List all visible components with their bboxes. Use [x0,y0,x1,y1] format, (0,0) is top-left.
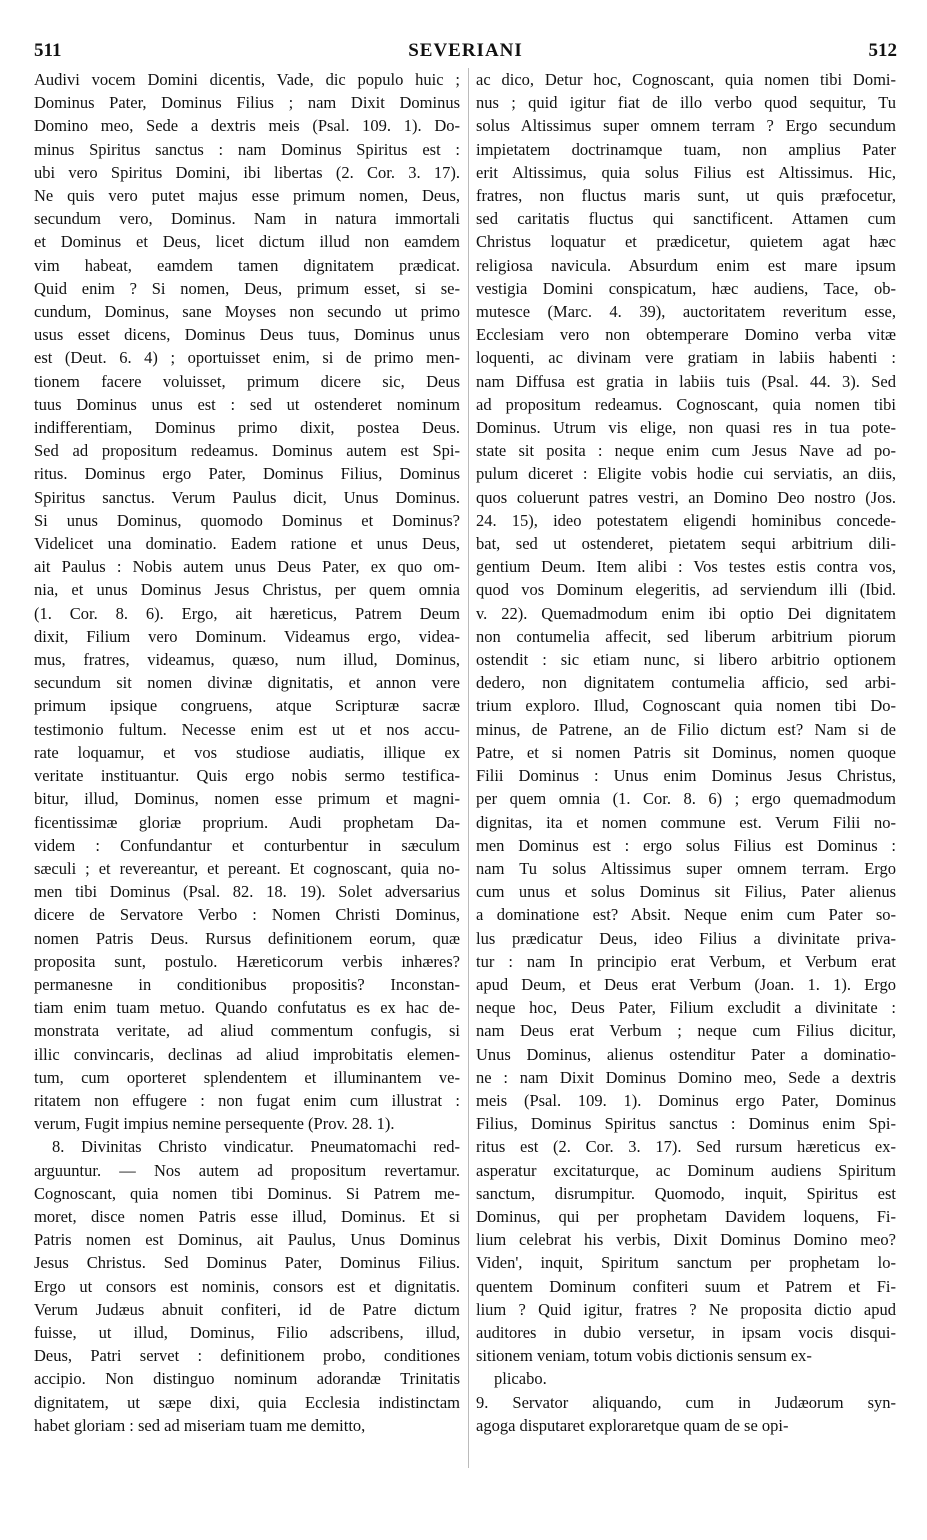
text-line: mus, fratres, videamus, quæso, num illud, Dominus, [34,650,460,670]
text-line: state sit posita : neque enim cum Jesus Nave ad po- [476,441,896,461]
text-line: bitur, illud, Dominus, nomen esse primum et magni- [34,789,460,809]
text-line: testimonio fultum. Necesse enim est ut et nos accu- [34,719,460,739]
text-line: nam Diffusa est gratia in labiis tuis (Psal. 44. 3). Sed [476,371,896,391]
text-line: permanesne in conditionibus propositis? Inconstan- [34,974,460,994]
text-line: ostendit : sic etiam nunc, si libero arbitrio optionem [476,650,896,670]
text-line: minus Spiritus sanctus : nam Dominus Spiritus est : [34,139,460,159]
text-line: Christus loquatur et prædicetur, quietem agat hæc [476,232,896,252]
text-line: tionem facere voluisset, primum dicere sic, Deus [34,371,460,391]
text-line: men Dominus est : ergo solus Filius est Dominus : [476,835,896,855]
text-line: usus esset dicens, Dominus Deus tuus, Dominus unus [34,325,460,345]
text-line: minus, de Patrene, an de Filio dictum est? Nam si de [476,719,896,739]
text-line: nia, et unus Dominus Jesus Christus, per quem omnia [34,580,460,600]
text-line: ubi vero Spiritus Domini, ibi libertas (2. Cor. 3. 17). [34,162,460,182]
text-line: dedero, non dignitatem contumelia afficio, sed arbi- [476,673,896,693]
text-line: religiosa navicula. Absurdum enim est mare ipsum [476,255,896,275]
column-divider [468,68,469,1468]
text-line: apud Deum, et Deus erat Verbum (Joan. 1. 1). Ergo [476,974,896,994]
text-line: Verum Judæus abnuit confiteri, id de Patre dictum [34,1299,460,1319]
text-line: Domino meo, Sede a dextris meis (Psal. 109. 1). Do- [34,116,460,136]
text-line: ritus. Dominus ergo Pater, Dominus Filius, Dominus [34,464,460,484]
text-line: lus prædicatur Deus, ideo Filius a divinitate priva- [476,928,896,948]
text-line: ad propositum redeamus. Cognoscant, quia nomen tibi [476,394,896,414]
text-line: agoga disputaret exploraretque quam de se opi- [476,1415,789,1435]
text-line: dignitatem, ut sæpe dixi, quia Ecclesia indistinctam [34,1392,460,1412]
text-line: ait Paulus : Nobis autem unus Deus Pater, ex quo om- [34,557,460,577]
left-text-column [34,68,460,1437]
text-line: ritatem non effugere : non fugat enim cum illustrat : [34,1090,460,1110]
text-line: dignitas, ita et nomen commune est. Verum Filii no- [476,812,896,832]
text-line: pulum diceret : Eligite vobis hodie cui serviatis, an diis, [476,464,896,484]
text-line: tuus Dominus unus est : sed ut ostenderet nominum [34,394,460,414]
text-line: 8. Divinitas Christo vindicatur. Pneumatomachi red- [52,1137,460,1157]
text-line: et Dominus et Deus, licet dictum illud non eamdem [34,232,460,252]
text-line: tur : nam In principio erat Verbum, et Verbum erat [476,951,896,971]
text-line: ritus est (2. Cor. 3. 17). Sed rursum hæreticus ex- [476,1137,896,1157]
text-line: Filii Dominus : Unus enim Dominus Jesus Christus, [476,766,896,786]
text-line: Videlicet una dominatio. Eadem ratione et unus Deus, [34,534,460,554]
text-line: fratres, non fluctus maris sunt, ut quis præfocetur, [476,186,896,206]
left-page-number: 511 [34,40,62,61]
text-line: Deus, Patri servet : definitionem probo, conditiones [34,1346,460,1366]
text-line: habet gloriam : sed ad miseriam tuam me demitto, [34,1415,366,1435]
text-line: men tibi Dominus (Psal. 82. 18. 19). Solet adversarius [34,882,460,902]
text-line: Unus Dominus, alienus ostenditur Pater a dominatio- [476,1044,896,1064]
text-line: nomen Patris Deus. Rursus definitionem eorum, quæ [34,928,460,948]
text-line: indifferentiam, Dominus primo dixit, postea Deus. [34,418,460,438]
text-line: plicabo. [494,1369,547,1389]
running-title: SEVERIANI [408,40,523,61]
text-line: sæculi ; et revereantur, et pereant. Et cognoscant, quia no- [34,858,460,878]
text-line: Filius, Dominus Spiritus sanctus : Dominus enim Spi- [476,1114,896,1134]
text-line: ac dico, Detur hoc, Cognoscant, quia nomen tibi Domi- [476,70,896,89]
text-line: sed caritatis fluctus qui sanctificent. Attamen cum [476,209,896,229]
text-line: vestigia Domini conspicatum, hæc audiens, Tace, ob- [476,278,896,298]
text-line: videm : Confundantur et conturbentur in sæculum [34,835,460,855]
text-line: monstrata veritate, ad aliud commentum confugis, si [34,1021,460,1041]
text-line: erit Altissimus, quia solus Filius est Altissimus. Hic, [476,162,896,182]
text-line: bat, sed ut ostenderet, pietatem sequi arbitrium dili- [476,534,896,554]
text-line: mutesce (Marc. 4. 39), auctoritatem reveritum esse, [476,302,896,322]
text-line: accipio. Non distinguo nominum adorandæ Trinitatis [34,1369,460,1389]
text-line: moret, disce nomen Patris esse illud, Dominus. Et si [34,1206,460,1226]
text-line: tiam enim tuam metuo. Quando confutatus es ex hac de- [34,998,460,1018]
text-line: rate loquamur, et vos studiose audiatis, illique ex [34,742,460,762]
text-line: Ne quis vero putet majus esse primum nomen, Deus, [34,186,460,206]
text-line: v. 22). Quemadmodum enim ibi optio Dei dignitatem [476,603,896,623]
right-text-column [476,68,896,1437]
text-line: Dominus Pater, Dominus Filius ; nam Dixit Dominus [34,93,460,113]
text-line: cundum, Dominus, sane Moyses non secundo ut primo [34,302,460,322]
text-line: Ecclesiam vero non obtemperare Domino verba vitæ [476,325,896,345]
text-line: Ergo ut consors est nominis, consors est et dignitatis. [34,1276,460,1296]
text-line: Viden', inquit, Spiritum sanctum per prophetam lo- [476,1253,896,1273]
text-line: lium celebrat his verbis, Dixit Dominus Domino meo? [476,1230,896,1250]
text-line: Dominus. Utrum vis elige, non quasi res in tua pote- [476,418,896,438]
text-line: Si unus Dominus, quomodo Dominus et Dominus? [34,510,460,530]
text-line: sitionem veniam, totum vobis dictionis sensum ex- [476,1346,812,1366]
text-line: vim habeat, eamdem tamen dignitatem prædicat. [34,255,460,275]
text-line: Jesus Christus. Sed Dominus Pater, Dominus Filius. [34,1253,460,1273]
text-line: nam Tu solus Altissimus super omnem terram. Ergo [476,858,896,878]
text-line: dicere de Servatore Verbo : Nomen Christi Dominus, [34,905,460,925]
right-page-number: 512 [868,40,897,61]
text-line: primum ipsique congruens, atque Scripturæ sacræ [34,696,460,716]
text-line: 9. Servator aliquando, cum in Judæorum syn- [476,1392,896,1412]
text-line: quentem Dominum confiteri suum et Patrem et Fi- [476,1276,896,1296]
text-line: Cognoscant, quia nomen tibi Dominus. Si Patrem me- [34,1183,460,1203]
text-line: Patre, et si nomen Patris sit Dominus, nomen quoque [476,742,896,762]
text-line: Dominus, qui per prophetam Davidem loquens, Fi- [476,1206,896,1226]
text-line: gentium Deum. Item alibi : Vos testes estis contra vos, [476,557,896,577]
text-line: tum, cum oporteret splendentem et illuminantem ve- [34,1067,460,1087]
text-line: Sed ad propositum redeamus. Dominus autem est Spi- [34,441,460,461]
text-line: veritate instituantur. Quis ergo nobis sermo testifica- [34,766,460,786]
text-line: est (Deut. 6. 4) ; oportuisset enim, si de primo men- [34,348,460,368]
text-line: auditores in dubio versetur, in ipsam vocis disqui- [476,1322,896,1342]
text-line: quos coluerunt patres vestri, an Domino Deo nostro (Jos. [476,487,896,507]
text-line: trium exploro. Illud, Cognoscant quia nomen tibi Do- [476,696,896,716]
text-line: secundum sit nomen divinæ dignitatis, et annon vere [34,673,460,693]
text-line: verum, Fugit impius nemine persequente (Prov. 28. 1). [34,1114,395,1134]
text-line: cum unus et solus Dominus sit Filius, Pater alienus [476,882,896,902]
text-line: sanctum, disrumpitur. Quomodo, inquit, Spiritus est [476,1183,896,1203]
text-line: quod vos Dominum elegeritis, ad serviendum illi (Ibid. [476,580,896,600]
text-line: nam Deus erat Verbum ; neque cum Filius dicitur, [476,1021,896,1041]
text-line: lium ? Quid igitur, fratres ? Ne proposita dictio apud [476,1299,896,1319]
text-line: Patris nomen est Dominus, ait Paulus, Unus Dominus [34,1230,460,1250]
text-line: ne : nam Dixit Dominus Domino meo, Sede a dextris [476,1067,896,1087]
text-line: impietatem doctrinamque tuam, non amplius Pater [476,139,896,159]
text-line: fuisse, ut illud, Dominus, Filio adscribens, illud, [34,1322,460,1342]
text-line: non contumelia affecit, sed liberum arbitrium piorum [476,626,896,646]
text-line: meis (Psal. 109. 1). Dominus ergo Pater, Dominus [476,1090,896,1110]
text-line: (1. Cor. 8. 6). Ergo, ait hæreticus, Patrem Deum [34,603,460,623]
text-line: solus Altissimus super omnem terram ? Ergo secundum [476,116,896,136]
text-line: Spiritus sanctus. Verum Paulus dicit, Unus Dominus. [34,487,460,507]
text-line: secundum vero, Dominus. Nam in natura immortali [34,209,460,229]
text-line: a dominatione est? Absit. Neque enim cum Pater so- [476,905,896,925]
text-line: dixit, Filium vero Dominum. Videamus ergo, videa- [34,626,460,646]
text-line: nus ; quid igitur fiat de illo verbo quod sequitur, Tu [476,93,896,113]
text-line: 24. 15), ideo potestatem eligendi hominibus concede- [476,510,896,530]
text-line: neque hoc, Deus Pater, Filium excludit a divinitate : [476,998,896,1018]
text-line: illic convincaris, declinas ad aliud improbitatis elemen- [34,1044,460,1064]
text-line: Quid enim ? Si nomen, Deus, primum esset, si se- [34,278,460,298]
text-line: loquenti, ac divinam vere gratiam in labiis habenti : [476,348,896,368]
page-header [34,40,897,66]
text-line: Audivi vocem Domini dicentis, Vade, dic populo huic ; [34,70,460,89]
text-line: proposita sunt, postulo. Hæreticorum verbis inhæres? [34,951,460,971]
text-line: asperatur excitaturque, ac Dominum audiens Spiritum [476,1160,896,1180]
text-line: ficentissimæ gloriæ proprium. Audi prophetam Da- [34,812,460,832]
text-line: per quem omnia (1. Cor. 8. 6) ; ergo quemadmodum [476,789,896,809]
text-line: arguuntur. — Nos autem ad propositum revertamur. [34,1160,460,1180]
